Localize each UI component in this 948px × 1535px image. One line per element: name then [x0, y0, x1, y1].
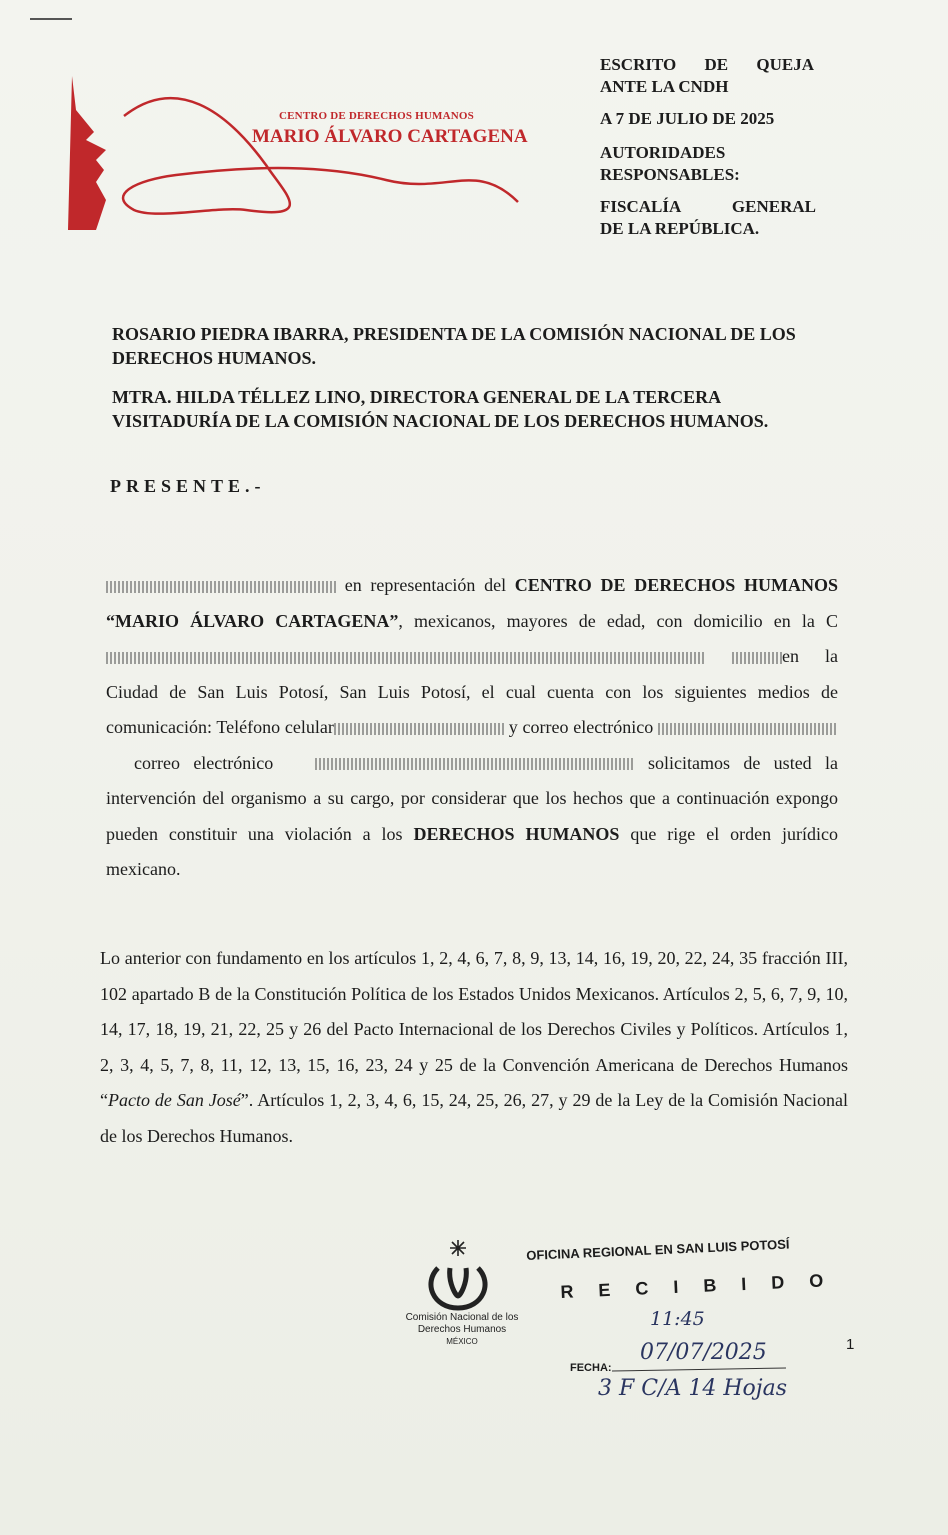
paragraph-representation: en representación del CENTRO DE DERECHOS HUMANOS “MARIO ÁLVARO CARTAGENA”, mexicanos, mayores de edad, con domicilio en la C en la Ciudad de San Luis Potosí, San Luis Potosí, el cual cuenta con los siguientes medios de comunicación: Teléfono celular y correo electrónico correo electrónico solicitamos de usted la intervención del organismo a su cargo, por considerar que los hechos que a continuación expongo pueden constituir una violación a los DERECHOS HUMANOS que rige el orden jurídico mexicano. — [106, 575, 839, 879]
stamp-received: RECIBIDO — [560, 1269, 849, 1302]
logo-subtitle: CENTRO DE DERECHOS HUMANOS — [279, 110, 474, 122]
redacted-name — [106, 581, 336, 593]
redacted-email — [658, 723, 838, 735]
logo-graphic — [66, 70, 526, 235]
cndh-logo-icon — [418, 1238, 508, 1318]
header-title: ESCRITO DE QUEJA ANTE LA CNDH — [600, 55, 814, 96]
paragraph-legal-basis: Lo anterior con fundamento en los artículos 1, 2, 4, 6, 7, 8, 9, 13, 14, 16, 19, 20, 22, 24, 35 fracción III, 102 apartado B de la Constitución Política de los Estados Unidos Mexicanos. Artículos 2, 5, 6, 7, 9, 10, 14, 17, 18, 19, 21, 22, 25 y 26 del Pacto Internacional de los Derechos Civiles y Políticos. Artículos 1, 2, 3, 4, 5, 7, 8, 11, 12, 13, 15, 16, 23, 24 y 25 de la Convención Americana de Derechos Humanos “Pacto de San José”. Artículos 1, 2, 3, 4, 6, 15, 24, 25, 26, 27, y 29 de la Ley de la Comisión Nacional de los Derechos Humanos. — [100, 948, 848, 1146]
corner-mark — [30, 18, 72, 20]
handwritten-time: 11:45 — [650, 1308, 705, 1330]
redacted-phone — [334, 723, 504, 735]
header-authorities: AUTORIDADES RESPONSABLES: — [600, 143, 740, 184]
organization-logo — [66, 70, 526, 235]
header-date: A 7 DE JULIO DE 2025 — [600, 109, 775, 128]
stamp-office: OFICINA REGIONAL EN SAN LUIS POTOSÍ — [526, 1236, 790, 1263]
handwritten-date: 07/07/2025 — [640, 1340, 767, 1365]
page-number: 1 — [846, 1336, 855, 1353]
presente-line: PRESENTE.- — [110, 476, 266, 496]
logo-name: MARIO ÁLVARO CARTAGENA — [252, 126, 528, 147]
redacted-address — [106, 652, 706, 664]
redacted-address-2 — [732, 652, 782, 664]
handwritten-sheets-note: 3 F C/A 14 Hojas — [598, 1376, 788, 1401]
cndh-caption: Comisión Nacional de los Derechos Humanos MÉXICO — [405, 1312, 519, 1346]
stamp-date-label: FECHA: — [570, 1362, 612, 1374]
header-fiscalia: FISCALÍA GENERAL DE LA REPÚBLICA. — [600, 197, 816, 238]
addressee-president: ROSARIO PIEDRA IBARRA, PRESIDENTA DE LA COMISIÓN NACIONAL DE LOS DERECHOS HUMANOS. — [112, 324, 796, 368]
stamp-date-line — [612, 1367, 786, 1371]
addressee-director: MTRA. HILDA TÉLLEZ LINO, DIRECTORA GENERAL DE LA TERCERA VISITADURÍA DE LA COMISIÓN NACIONAL DE LOS DERECHOS HUMANOS. — [112, 387, 769, 431]
redacted-email-2 — [315, 758, 635, 770]
